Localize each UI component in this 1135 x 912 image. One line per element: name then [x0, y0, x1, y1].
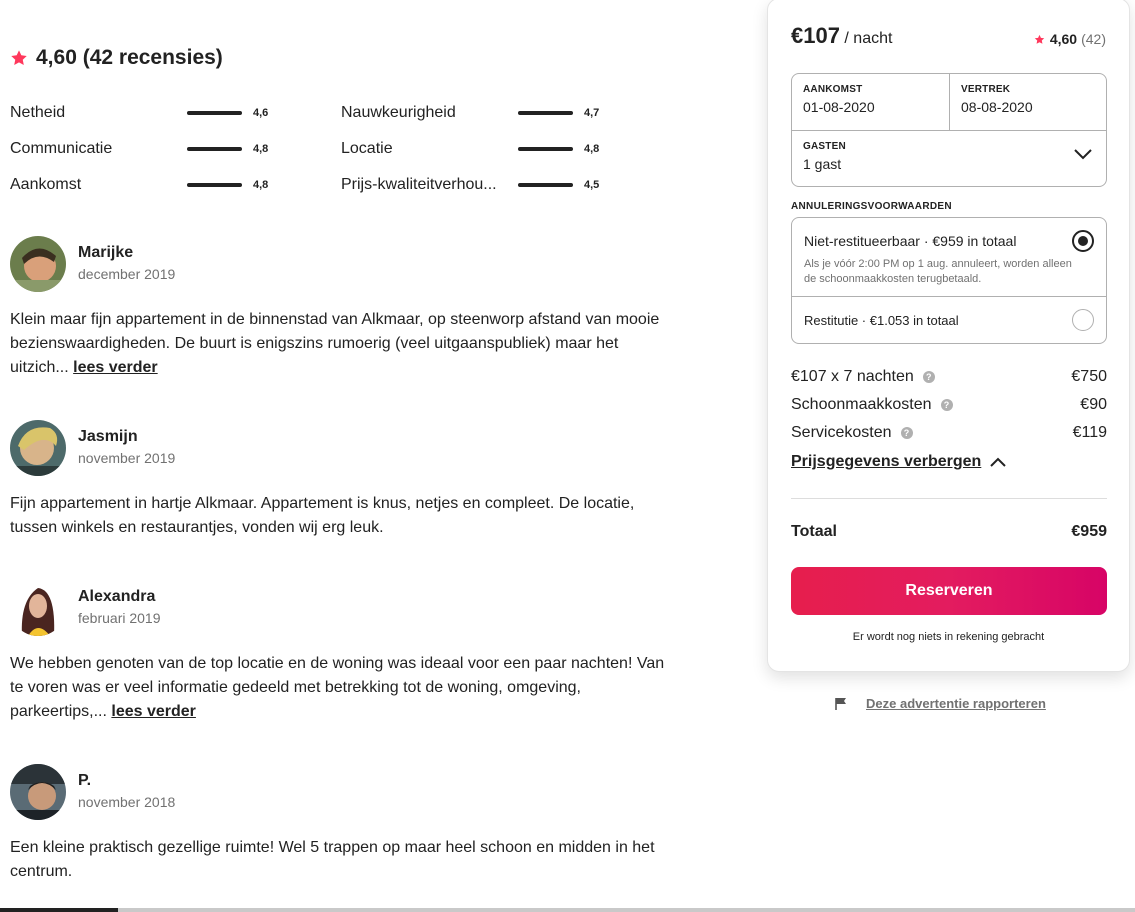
horizontal-scrollbar[interactable] — [0, 908, 1135, 912]
divider — [791, 498, 1107, 499]
category-bar — [518, 111, 573, 115]
category-bar — [518, 183, 573, 187]
read-more-link[interactable]: lees verder — [73, 359, 158, 376]
category-label: Netheid — [10, 104, 66, 121]
category-label: Locatie — [341, 140, 393, 157]
hide-price-details-link[interactable] — [791, 453, 1006, 471]
date-guest-picker — [791, 73, 1107, 187]
option-nonrefundable-description: Als je vóór 2:00 PM op 1 aug. annuleert, worden alleen de schoonmaakkosten terugbetaald. — [804, 258, 1072, 285]
category-row — [10, 102, 290, 124]
category-score: 4,5 — [584, 179, 600, 191]
checkin-label: AANKOMST — [803, 84, 863, 95]
category-score: 4,7 — [584, 107, 600, 119]
reviews-heading — [10, 46, 223, 70]
fee-row — [791, 422, 1107, 444]
checkin-value: 01-08-2020 — [803, 99, 875, 115]
reserve-button[interactable]: Reserveren — [791, 567, 1107, 615]
category-bar — [187, 147, 242, 151]
reviews-rating-text: 4,60 (42 recensies) — [36, 46, 223, 69]
card-rating-value: 4,60 — [1049, 31, 1078, 47]
report-listing-label: Deze advertentie rapporteren — [866, 696, 1046, 711]
flag-icon — [834, 697, 848, 711]
category-score: 4,8 — [584, 143, 600, 155]
category-row — [341, 102, 621, 124]
category-bar — [187, 111, 242, 115]
help-icon[interactable]: ? — [941, 399, 953, 411]
scrollbar-thumb[interactable] — [0, 908, 118, 912]
fee-label: Servicekosten — [791, 424, 892, 441]
divider — [792, 296, 1106, 297]
star-icon — [1034, 34, 1045, 45]
guests-value: 1 gast — [803, 156, 842, 172]
checkin-field[interactable] — [792, 74, 949, 130]
nightly-price: €107 — [791, 23, 840, 48]
review-body: Een kleine praktisch gezellige ruimte! Wel 5 trappen op maar heel schoon en midden in het centrum. — [10, 839, 655, 880]
category-row — [10, 174, 290, 196]
category-bar — [187, 183, 242, 187]
price-unit: / nacht — [844, 30, 893, 47]
review-text — [10, 652, 665, 724]
help-icon[interactable]: ? — [923, 371, 935, 383]
category-row — [341, 174, 621, 196]
chevron-down-icon[interactable] — [1074, 148, 1092, 160]
cancellation-options — [791, 217, 1107, 344]
category-label: Aankomst — [10, 176, 82, 193]
category-score: 4,6 — [253, 107, 269, 119]
read-more-link[interactable]: lees verder — [111, 703, 196, 720]
fee-amount: €750 — [1071, 368, 1107, 385]
category-row — [10, 138, 290, 160]
review-date: december 2019 — [78, 266, 176, 282]
radio-refundable[interactable] — [1072, 309, 1094, 331]
avatar[interactable] — [10, 764, 66, 820]
no-charge-note: Er wordt nog niets in rekening gebracht — [852, 631, 1045, 643]
option-nonrefundable-label[interactable]: Niet-restitueerbaar · €959 in totaal — [804, 233, 1017, 249]
reviewer-name: P. — [78, 772, 92, 789]
reviewer-name: Marijke — [78, 244, 134, 261]
review-date: november 2018 — [78, 794, 176, 810]
help-icon[interactable]: ? — [901, 427, 913, 439]
card-rating[interactable] — [1034, 31, 1106, 47]
report-listing-link[interactable] — [834, 696, 1046, 711]
chevron-up-icon — [990, 457, 1006, 467]
avatar[interactable] — [10, 420, 66, 476]
checkout-field[interactable] — [950, 74, 1107, 130]
option-refundable-label[interactable]: Restitutie · €1.053 in totaal — [804, 313, 959, 328]
category-label: Prijs-kwaliteitverhou... — [341, 176, 497, 193]
fee-row — [791, 394, 1107, 416]
category-label: Nauwkeurigheid — [341, 104, 456, 121]
avatar[interactable] — [10, 236, 66, 292]
guests-field[interactable] — [792, 131, 1106, 187]
fee-amount: €90 — [1080, 396, 1107, 413]
category-label: Communicatie — [10, 140, 113, 157]
category-score: 4,8 — [253, 143, 269, 155]
category-score: 4,8 — [253, 179, 269, 191]
checkout-value: 08-08-2020 — [961, 99, 1033, 115]
total-value: €959 — [1071, 523, 1107, 540]
reviewer-name: Alexandra — [78, 588, 156, 605]
guests-label: GASTEN — [803, 141, 846, 152]
category-row — [341, 138, 621, 160]
review-body: Fijn appartement in hartje Alkmaar. Appartement is knus, netjes en compleet. De locatie, tussen winkels en restaurantjes, vonden wij erg leuk. — [10, 495, 635, 536]
fee-amount: €119 — [1072, 424, 1107, 441]
review-date: februari 2019 — [78, 610, 161, 626]
review-text — [10, 308, 665, 380]
booking-card — [767, 0, 1130, 672]
fee-label: Schoonmaakkosten — [791, 396, 932, 413]
review-date: november 2019 — [78, 450, 176, 466]
category-bar — [518, 147, 573, 151]
cancellation-title: ANNULERINGSVOORWAARDEN — [791, 201, 952, 212]
total-label: Totaal — [791, 523, 837, 540]
star-icon — [10, 49, 28, 67]
reviewer-name: Jasmijn — [78, 428, 138, 445]
review-body: Klein maar fijn appartement in de binnenstad van Alkmaar, op steenworp afstand van mooie bezienswaardigheden. De buurt is enigszins rumoerig (veel uitgaanspubliek) maar het uitzich... — [10, 311, 660, 376]
price-per-night — [791, 23, 892, 49]
total-row — [791, 523, 1107, 541]
review-text — [10, 836, 665, 884]
card-rating-count: (42) — [1081, 31, 1106, 47]
review-text — [10, 492, 665, 540]
fee-row — [791, 366, 1107, 388]
radio-nonrefundable[interactable] — [1072, 230, 1094, 252]
avatar[interactable] — [10, 580, 66, 636]
review-body: We hebben genoten van de top locatie en de woning was ideaal voor een paar nachten! Van te voren was er veel informatie gedeeld met betrekking tot de woning, omgeving, parkeertips,... — [10, 655, 665, 720]
hide-price-details-label: Prijsgegevens verbergen — [791, 453, 982, 470]
checkout-label: VERTREK — [961, 84, 1011, 95]
fee-label: €107 x 7 nachten — [791, 368, 914, 385]
